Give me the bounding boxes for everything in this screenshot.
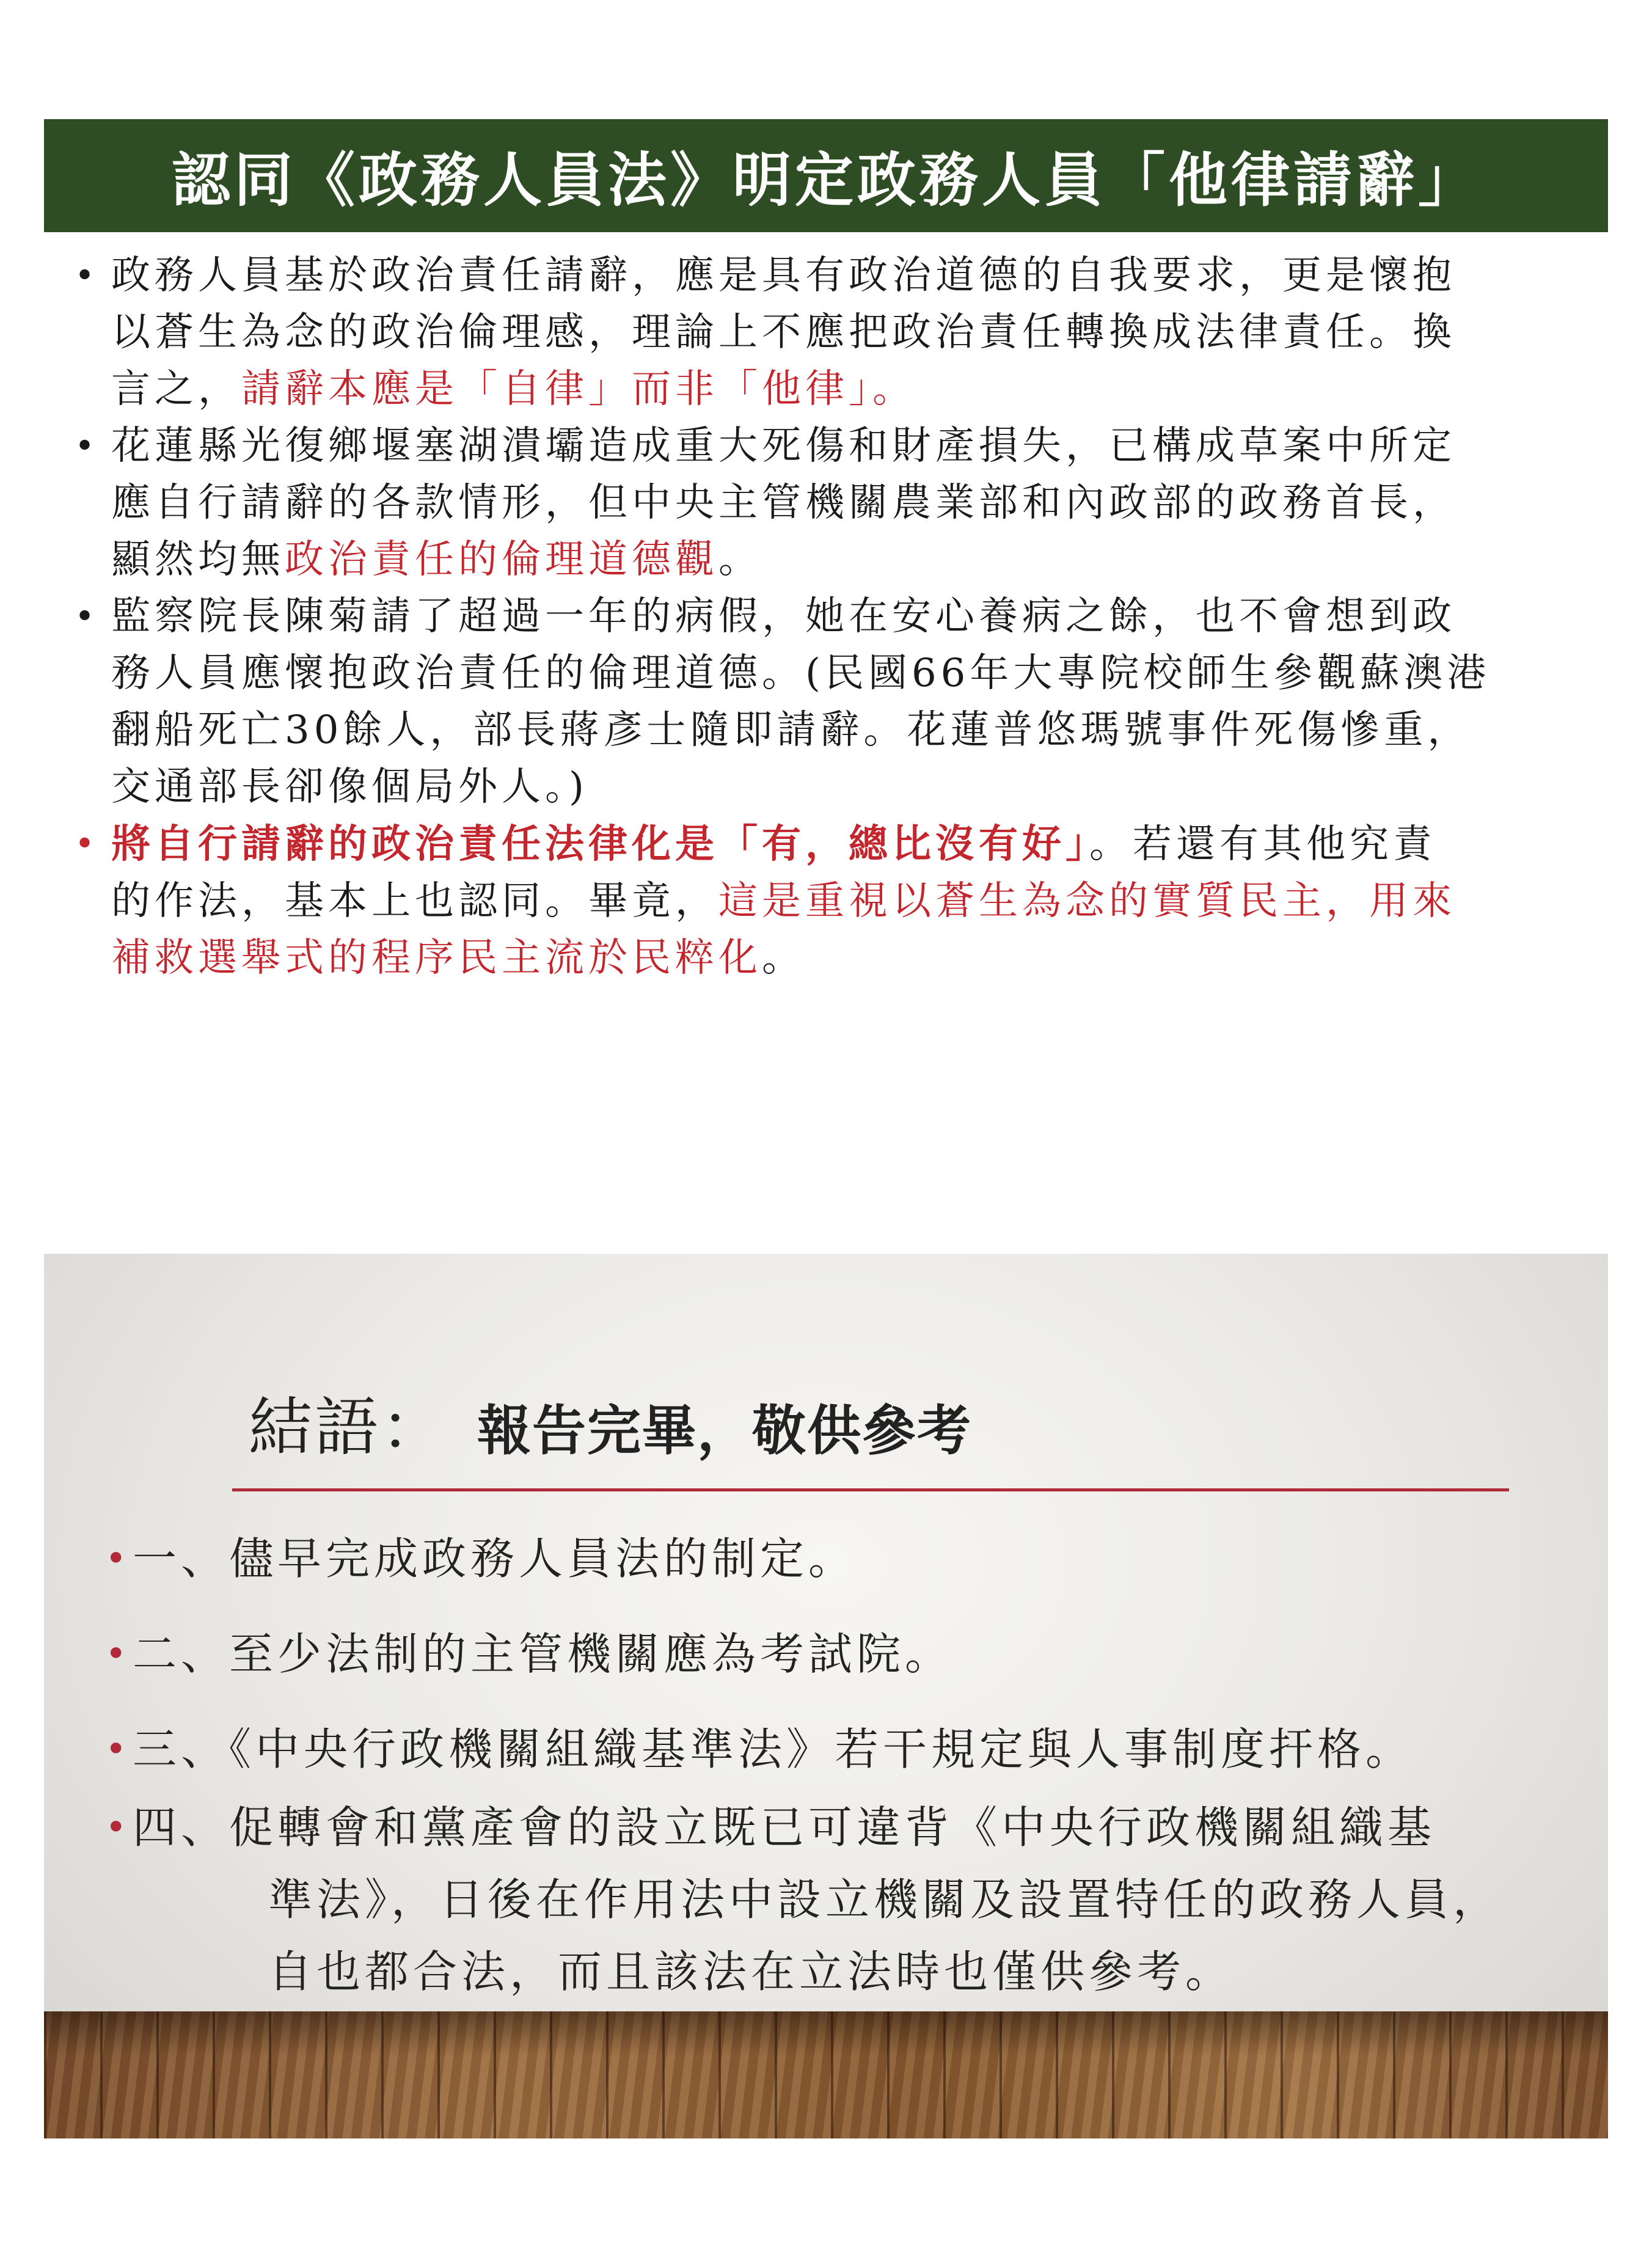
conclusion-label: 結語：	[249, 1390, 447, 1465]
bullet-line: 。若還有其他究責	[1089, 822, 1436, 867]
bullet-line: 交通部長卻像個局外人。)	[111, 764, 588, 810]
slide-conclusion	[44, 1254, 1608, 2138]
bullet-line: 四、促轉會和黨產會的設立既已可違背《中央行政機關組織基	[133, 1802, 1436, 1853]
title-underline	[232, 1488, 1509, 1491]
highlight-text: 補救選舉式的程序民主流於民粹化	[111, 935, 762, 981]
highlight-text: 將自行請辭的政治責任法律化是「有，總比沒有好」	[111, 821, 1089, 867]
bullet-dot-icon: •	[105, 1633, 131, 1675]
bullet-line: 。	[762, 935, 805, 981]
bullet-line: 政務人員基於政治責任請辭，應是具有政治道德的自我要求，更是懷抱	[111, 253, 1456, 298]
bullet-line: 。	[718, 537, 762, 582]
highlight-text: 這是重視以蒼生為念的實質民主，用來	[718, 879, 1456, 924]
list-item	[105, 1523, 1596, 1595]
bullet-dot-icon: •	[105, 1537, 131, 1580]
bullet-dot-icon: •	[105, 1728, 131, 1771]
conclusion-title	[249, 1376, 972, 1468]
bullet-line: 翻船死亡30餘人，部長蔣彥士隨即請辭。花蓮普悠瑪號事件死傷慘重，	[111, 708, 1471, 753]
bullet-line: 言之，	[111, 367, 241, 412]
list-item	[75, 816, 1602, 987]
bullet-line: 準法》，日後在作用法中設立機關及設置特任的政務人員，	[268, 1874, 1502, 1925]
slide-title: 認同《政務人員法》明定政務人員「他律請辭」	[44, 119, 1608, 232]
list-item	[105, 1713, 1596, 1785]
highlight-text: 政治責任的倫理道德觀	[285, 537, 718, 582]
conclusion-text: 報告完畢，敬供參考	[477, 1399, 973, 1462]
bullet-line: 一、儘早完成政務人員法的制定。	[133, 1533, 857, 1584]
bullet-line: 應自行請辭的各款情形，但中央主管機關農業部和內政部的政務首長，	[111, 480, 1456, 525]
bullet-line: 監察院長陳菊請了超過一年的病假，她在安心養病之餘，也不會想到政	[111, 594, 1456, 639]
list-item	[105, 1791, 1596, 2008]
list-item	[75, 418, 1602, 588]
bullet-line: 花蓮縣光復鄉堰塞湖潰壩造成重大死傷和財產損失，已構成草案中所定	[111, 423, 1456, 469]
conclusion-bullet-list	[105, 1523, 1596, 2008]
bullet-dot-icon: •	[75, 256, 100, 296]
list-item	[105, 1618, 1596, 1690]
bullet-line: 三、《中央行政機關組織基準法》若干規定與人事制度扞格。	[133, 1724, 1414, 1775]
bullet-dot-icon: •	[75, 426, 100, 466]
bullet-line: 二、至少法制的主管機關應為考試院。	[133, 1628, 954, 1680]
wood-floor-decoration	[44, 2011, 1608, 2138]
bullet-dot-icon: •	[105, 1806, 131, 1849]
list-item	[75, 247, 1602, 418]
highlight-text: 請辭本應是「自律」而非「他律」。	[241, 367, 916, 412]
bullet-line: 自也都合法，而且該法在立法時也僅供參考。	[268, 1946, 1234, 1997]
bullet-line: 的作法，基本上也認同。畢竟，	[111, 879, 718, 924]
bullet-dot-icon: •	[75, 824, 100, 864]
bullet-list	[75, 247, 1602, 987]
bullet-line: 以蒼生為念的政治倫理感，理論上不應把政治責任轉換成法律責任。換	[111, 310, 1456, 355]
list-item	[75, 588, 1602, 816]
bullet-line: 務人員應懷抱政治責任的倫理道德。(民國66年大專院校師生參觀蘇澳港	[111, 651, 1491, 696]
bullet-dot-icon: •	[75, 597, 100, 637]
bullet-line: 顯然均無	[111, 537, 285, 582]
slide-political-responsibility	[44, 119, 1608, 1036]
